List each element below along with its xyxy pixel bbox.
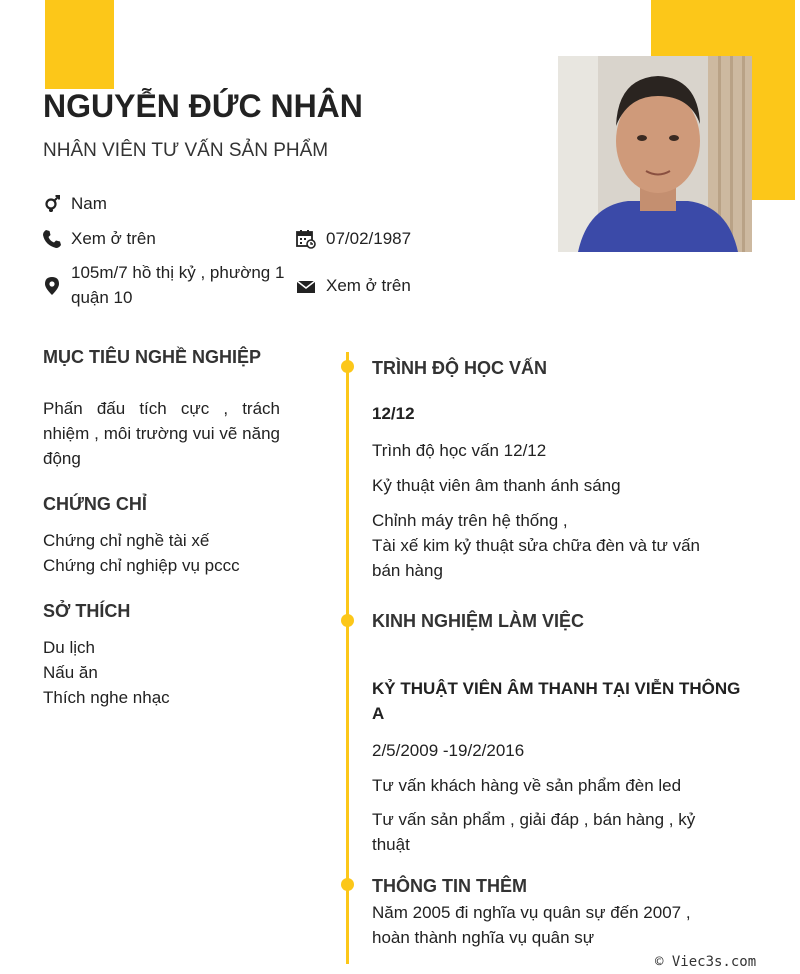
additional-info-text: [372, 900, 691, 950]
experience-position: [372, 676, 740, 726]
candidate-name: NGUYỄN ĐỨC NHÂN: [43, 88, 363, 124]
education-detail-2: Kỷ thuật viên âm thanh ánh sáng: [372, 476, 621, 495]
phone-icon: [42, 229, 62, 249]
additional-info-line-1: Năm 2005 đi nghĩa vụ quân sự đến 2007 ,: [372, 903, 691, 922]
experience-position-line-2: A: [372, 704, 385, 723]
list-item: Thích nghe nhạc: [43, 688, 170, 707]
decor-block-left: [45, 0, 114, 89]
education-detail-3-line-2: Tài xế kim kỷ thuật sửa chữa đèn và tư vấn: [372, 536, 701, 555]
education-detail-3-line-3: bán hàng: [372, 561, 443, 580]
experience-desc-2: [372, 807, 695, 857]
objective-text: [43, 396, 280, 471]
experience-period: 2/5/2009 -19/2/2016: [372, 741, 525, 760]
timeline-line: [346, 352, 349, 964]
education-detail-3: [372, 508, 700, 583]
hobbies-list: [43, 635, 170, 710]
experience-desc-2-line-1: Tư vấn sản phẩm , giải đáp , bán hàng , kỷ: [372, 810, 696, 829]
phone-value: Xem ở trên: [71, 229, 156, 248]
email-icon: [296, 277, 316, 297]
address-line-2: quận 10: [71, 288, 133, 307]
objective-line-3: động: [43, 449, 81, 468]
gender-icon: [42, 193, 62, 213]
address-line-1: 105m/7 hồ thị kỷ , phường 1: [71, 263, 285, 282]
education-title: TRÌNH ĐỘ HỌC VẤN: [372, 358, 547, 378]
hobbies-title: SỞ THÍCH: [43, 601, 131, 621]
experience-desc-2-line-2: thuật: [372, 835, 410, 854]
certificates-title: CHỨNG CHỈ: [43, 494, 147, 514]
list-item: Nấu ăn: [43, 663, 98, 682]
objective-title: MỤC TIÊU NGHỀ NGHIỆP: [43, 347, 262, 367]
list-item: Du lịch: [43, 638, 95, 657]
additional-info-title: THÔNG TIN THÊM: [372, 876, 527, 896]
objective-line-1: Phấn đấu tích cực , trách: [43, 399, 280, 418]
education-detail-3-line-1: Chỉnh máy trên hệ thống ,: [372, 511, 568, 530]
experience-desc-1: Tư vấn khách hàng về sản phẩm đèn led: [372, 776, 682, 795]
birthdate-value: 07/02/1987: [326, 229, 412, 248]
email-value: Xem ở trên: [326, 276, 411, 295]
gender-value: Nam: [71, 194, 107, 213]
location-pin-icon: [43, 276, 63, 296]
experience-position-line-1: KỶ THUẬT VIÊN ÂM THANH TẠI VIỄN THÔNG: [372, 679, 741, 698]
list-item: Chứng chỉ nghề tài xế: [43, 531, 210, 550]
experience-title: KINH NGHIỆM LÀM VIỆC: [372, 611, 585, 631]
additional-info-line-2: hoàn thành nghĩa vụ quân sự: [372, 928, 595, 947]
objective-line-2: nhiệm , môi trường vui vẽ năng: [43, 424, 280, 443]
footer-watermark: © Viec3s.com: [655, 954, 757, 970]
list-item: Chứng chỉ nghiệp vụ pccc: [43, 556, 240, 575]
profile-photo: [558, 56, 752, 252]
education-level: 12/12: [372, 404, 415, 423]
certificates-list: [43, 528, 240, 578]
timeline-dot: [341, 878, 354, 891]
calendar-icon: [296, 229, 316, 249]
timeline-dot: [341, 614, 354, 627]
address-value: [71, 260, 284, 310]
timeline-dot: [341, 360, 354, 373]
job-title: NHÂN VIÊN TƯ VẤN SẢN PHẨM: [43, 140, 329, 161]
education-detail-1: Trình độ học vấn 12/12: [372, 441, 547, 460]
